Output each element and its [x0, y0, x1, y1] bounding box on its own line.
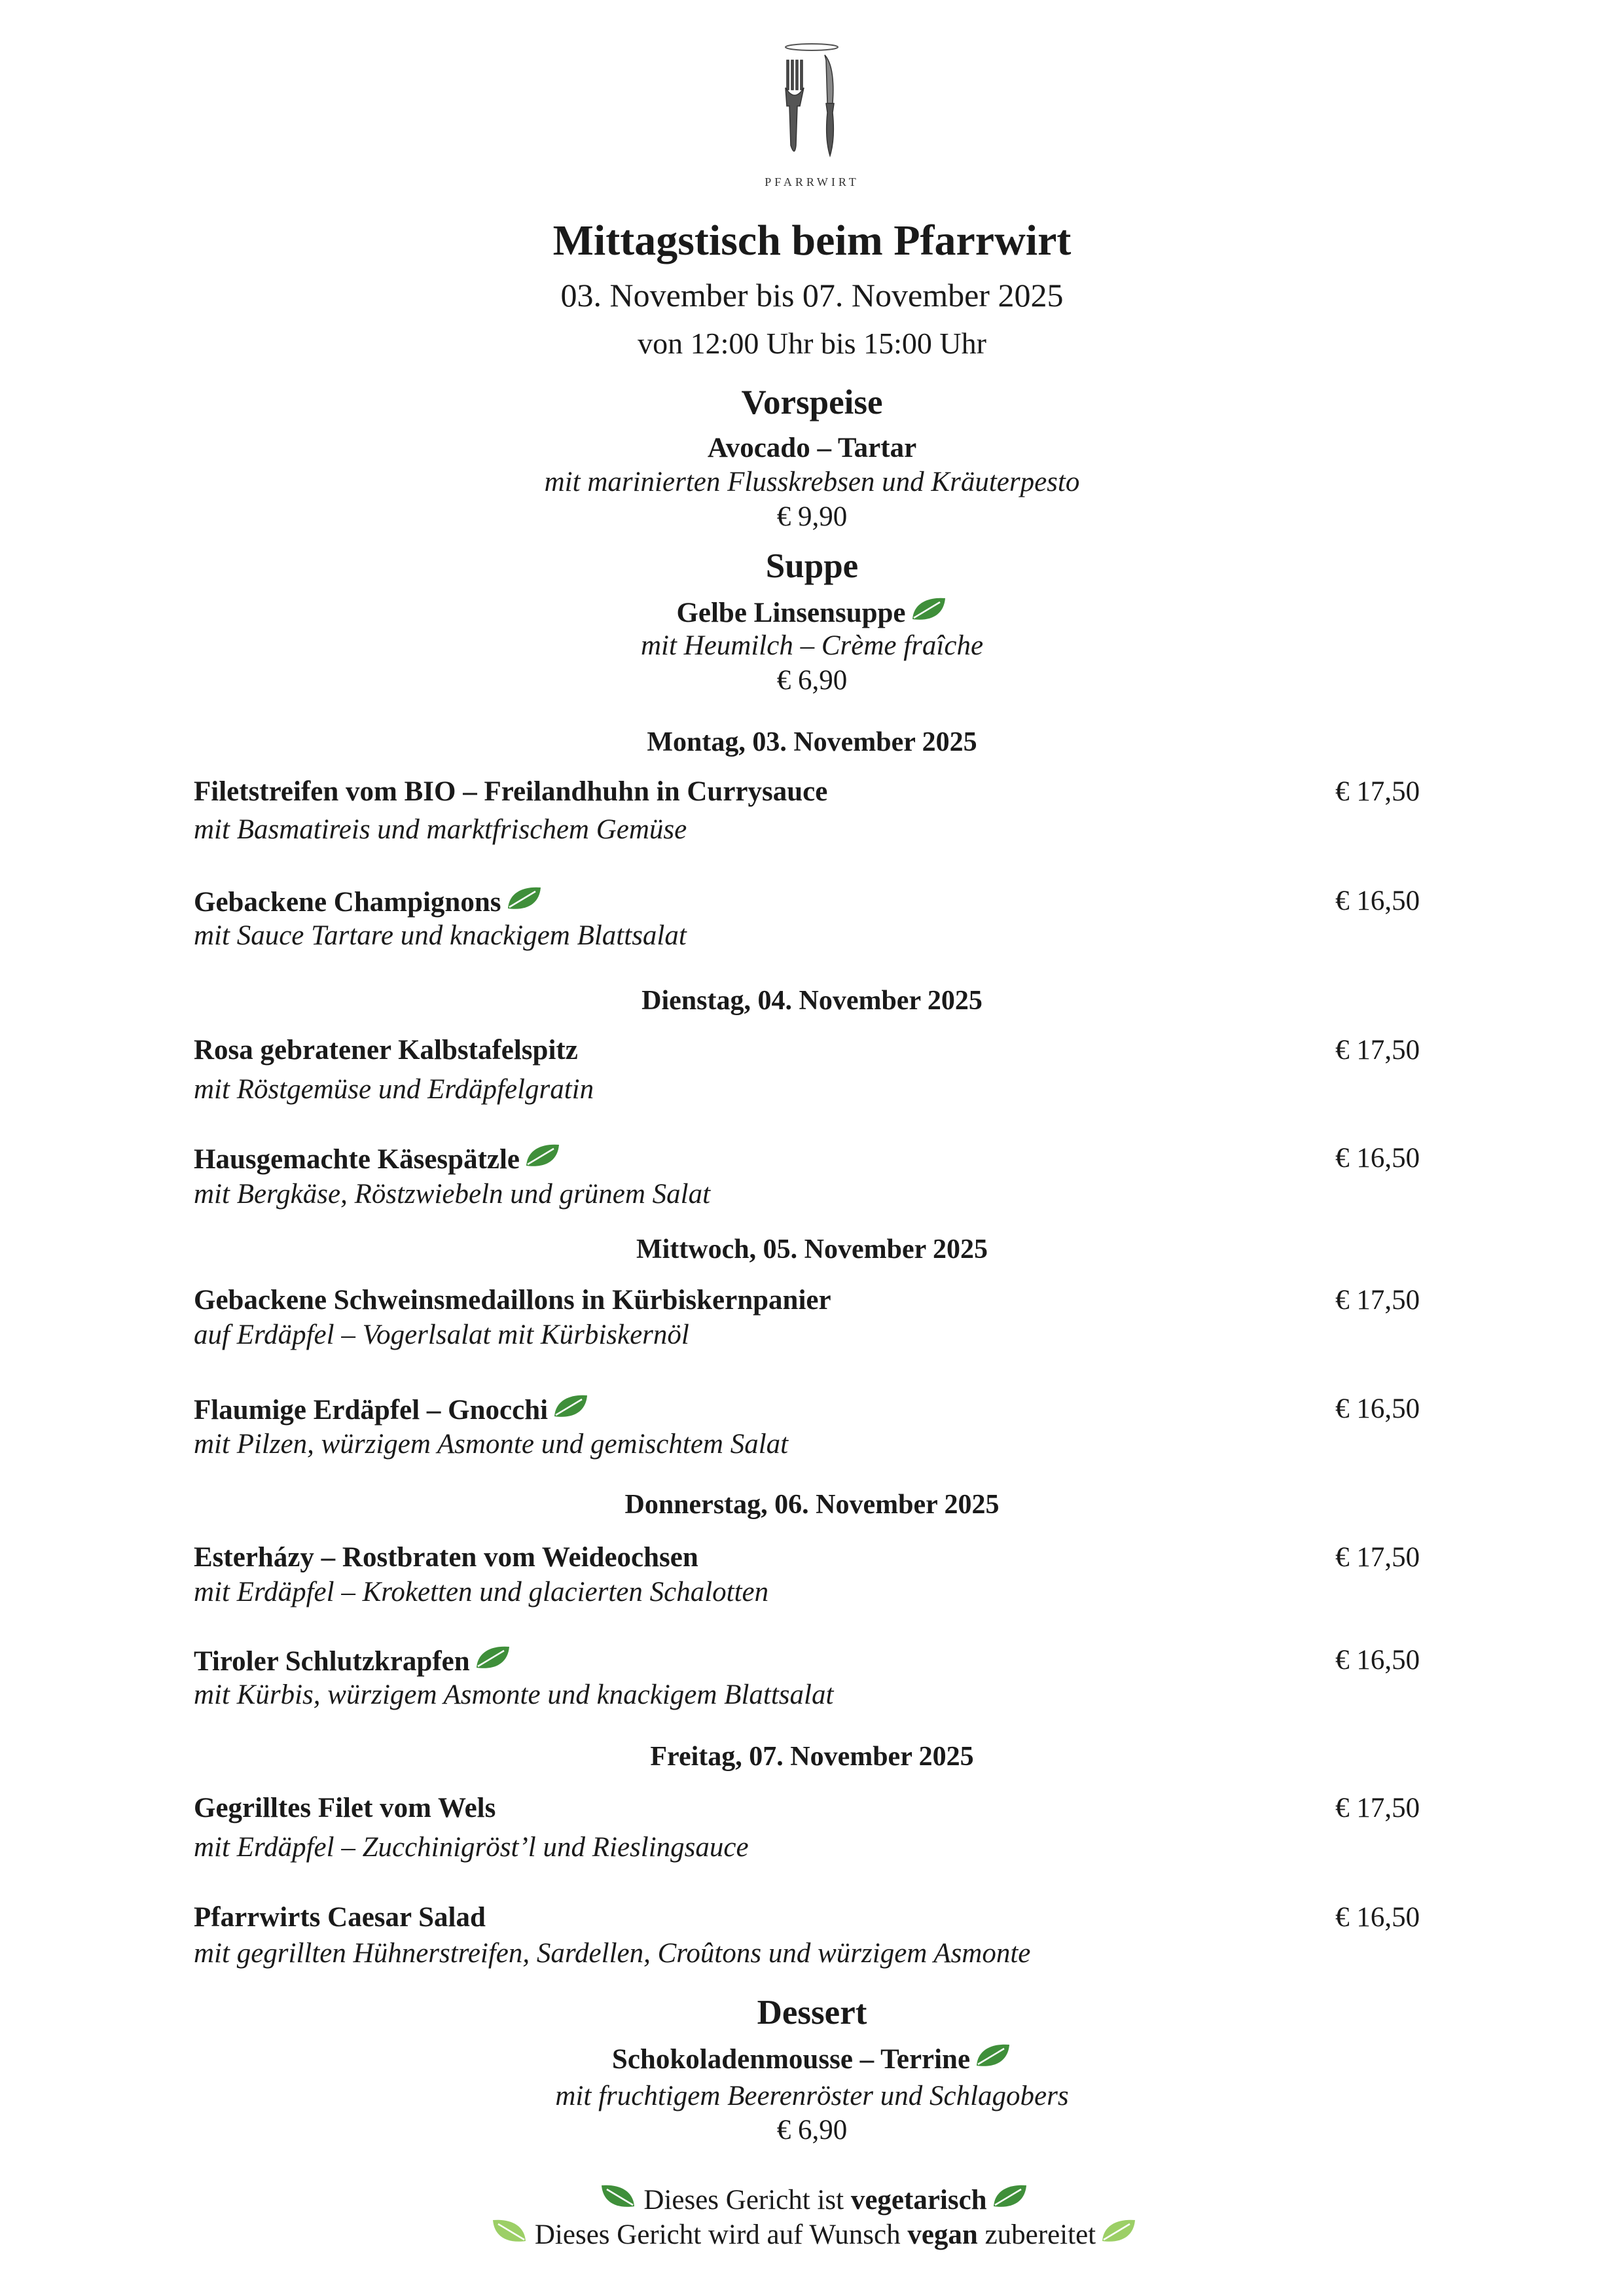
- logo-text: PFARRWIRT: [765, 175, 859, 188]
- dish-name-line: [194, 1393, 590, 1426]
- legend-vegetarian-prefix: Dieses Gericht ist: [643, 2185, 851, 2215]
- dish-price: € 17,50: [1335, 1035, 1420, 1066]
- vegan-leaf-icon: [490, 2217, 528, 2245]
- starter-desc: mit marinierten Flusskrebsen und Kräuterpesto: [544, 467, 1080, 497]
- day-heading: Montag, 03. November 2025: [647, 727, 977, 757]
- dish-name: Filetstreifen vom BIO – Freilandhuhn in Currysauce: [194, 776, 828, 807]
- dish-price: € 16,50: [1335, 1645, 1420, 1676]
- vegetarian-leaf-icon: [974, 2042, 1012, 2070]
- vegetarian-leaf-icon: [599, 2183, 637, 2210]
- soup-name-line: [0, 596, 1624, 629]
- dish-desc: mit Sauce Tartare und knackigem Blattsalat: [194, 920, 687, 951]
- dish-price: € 16,50: [1335, 1393, 1420, 1424]
- dish-name: Tiroler Schlutzkrapfen: [194, 1646, 470, 1677]
- dish-desc: mit Erdäpfel – Kroketten und glacierten Schalotten: [194, 1577, 769, 1607]
- day-heading: Donnerstag, 06. November 2025: [624, 1490, 1000, 1520]
- dessert-name: Schokoladenmousse – Terrine: [611, 2044, 971, 2075]
- vegan-leaf-icon: [1100, 2217, 1138, 2245]
- vegetarian-leaf-icon: [910, 596, 948, 623]
- dish-name-line: [194, 885, 543, 918]
- soup-desc: mit Heumilch – Crème fraîche: [640, 630, 984, 661]
- dish-price: € 17,50: [1335, 1542, 1420, 1573]
- dish-price: € 16,50: [1335, 1143, 1420, 1174]
- dish-name: Gebackene Champignons: [194, 887, 501, 918]
- date-range: 03. November bis 07. November 2025: [560, 277, 1064, 314]
- soup-price: € 6,90: [776, 665, 848, 696]
- vegetarian-leaf-icon: [505, 885, 543, 912]
- soup-name: Gelbe Linsensuppe: [676, 598, 906, 628]
- course-heading-starter: Vorspeise: [741, 384, 883, 422]
- dish-name: Gegrilltes Filet vom Wels: [194, 1793, 496, 1823]
- dish-name: Pfarrwirts Caesar Salad: [194, 1902, 486, 1933]
- course-heading-soup: Suppe: [765, 547, 859, 585]
- legend-vegan-prefix: Dieses Gericht wird auf Wunsch: [534, 2219, 908, 2250]
- vegetarian-leaf-icon: [524, 1142, 562, 1170]
- dish-price: € 17,50: [1335, 776, 1420, 807]
- vegetarian-leaf-icon: [991, 2183, 1029, 2210]
- dish-name: Hausgemachte Käsespätzle: [194, 1144, 520, 1175]
- opening-hours: von 12:00 Uhr bis 15:00 Uhr: [638, 327, 986, 360]
- dish-name: Gebackene Schweinsmedaillons in Kürbiskernpanier: [194, 1285, 831, 1316]
- legend-vegetarian-bold: vegetarisch: [850, 2185, 987, 2215]
- dish-price: € 17,50: [1335, 1793, 1420, 1823]
- dish-desc: mit Erdäpfel – Zucchinigröst’l und Rieslingsauce: [194, 1832, 749, 1863]
- dish-price: € 16,50: [1335, 886, 1420, 916]
- dish-desc: auf Erdäpfel – Vogerlsalat mit Kürbiskernöl: [194, 1319, 689, 1350]
- dish-name: Esterházy – Rostbraten vom Weideochsen: [194, 1542, 698, 1573]
- vegetarian-leaf-icon: [474, 1644, 512, 1672]
- fork-knife-icon: [753, 41, 871, 165]
- starter-name: Avocado – Tartar: [707, 433, 917, 463]
- dessert-price: € 6,90: [776, 2115, 848, 2145]
- vegetarian-leaf-icon: [552, 1393, 590, 1420]
- dish-desc: mit Röstgemüse und Erdäpfelgratin: [194, 1074, 594, 1105]
- dish-desc: mit gegrillten Hühnerstreifen, Sardellen, Croûtons und würzigem Asmonte: [194, 1938, 1031, 1969]
- legend-vegan-bold: vegan: [907, 2219, 978, 2250]
- dish-price: € 16,50: [1335, 1902, 1420, 1933]
- dish-desc: mit Kürbis, würzigem Asmonte und knackigem Blattsalat: [194, 1679, 834, 1710]
- day-heading: Freitag, 07. November 2025: [650, 1742, 974, 1772]
- page-title: Mittagstisch beim Pfarrwirt: [552, 217, 1072, 264]
- day-heading: Dienstag, 04. November 2025: [641, 986, 983, 1016]
- dessert-desc: mit fruchtigem Beerenröster und Schlagobers: [555, 2081, 1069, 2111]
- legend-vegan-suffix: zubereitet: [977, 2219, 1096, 2250]
- day-heading: Mittwoch, 05. November 2025: [636, 1234, 988, 1265]
- dish-price: € 17,50: [1335, 1285, 1420, 1316]
- dessert-name-line: [0, 2042, 1624, 2075]
- legend-vegan: [0, 2217, 1624, 2251]
- dish-name: Flaumige Erdäpfel – Gnocchi: [194, 1395, 549, 1426]
- dish-name: Rosa gebratener Kalbstafelspitz: [194, 1035, 578, 1066]
- dish-desc: mit Bergkäse, Röstzwiebeln und grünem Salat: [194, 1179, 711, 1210]
- dish-desc: mit Pilzen, würzigem Asmonte und gemischtem Salat: [194, 1429, 789, 1460]
- dish-name-line: [194, 1142, 562, 1175]
- legend-vegetarian: [0, 2183, 1624, 2216]
- dish-desc: mit Basmatireis und marktfrischem Gemüse: [194, 814, 687, 845]
- starter-price: € 9,90: [776, 501, 848, 532]
- course-heading-dessert: Dessert: [757, 1994, 867, 2032]
- dish-name-line: [194, 1644, 512, 1677]
